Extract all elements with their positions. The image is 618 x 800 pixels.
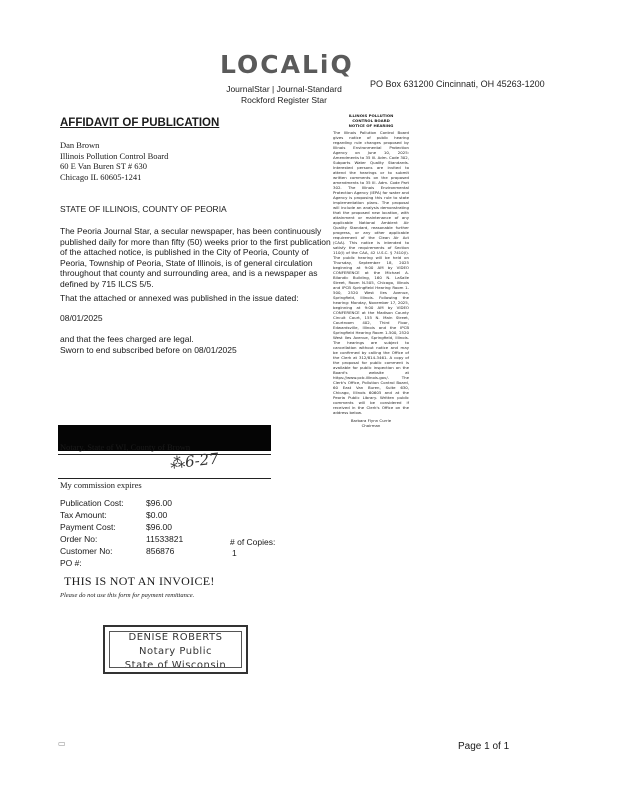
newspaper-names bbox=[214, 84, 354, 106]
state-county-line: STATE OF ILLINOIS, COUNTY OF PEORIA bbox=[60, 204, 227, 214]
affidavit-title: AFFIDAVIT OF PUBLICATION bbox=[60, 117, 220, 129]
stamp-line: State of Wisconsin bbox=[124, 660, 227, 671]
financial-value: 856876 bbox=[146, 546, 175, 556]
financial-row bbox=[60, 545, 183, 557]
financial-row bbox=[60, 533, 183, 545]
legal-notice-clipping bbox=[333, 113, 409, 428]
document-icon: ▭ bbox=[58, 739, 66, 748]
address-line: Illinois Pollution Control Board bbox=[60, 150, 169, 161]
commission-underline bbox=[58, 478, 271, 479]
paper-line-1: JournalStar | Journal-Standard bbox=[226, 84, 342, 94]
paper-line-2: Rockford Register Star bbox=[241, 95, 327, 105]
affidavit-body: The Peoria Journal Star, a secular newspaper, has been continuously published daily for more than fifty (50) weeks prior to the first publication of the attached notice, is published in the City of Peoria, County of Peoria, Township of Peoria, State of Illinois, is of general circulation throughout that county and surrounding area, and is a newspaper as defined by 715 ILCS 5/5. bbox=[60, 226, 331, 289]
stamp-line: DENISE ROBERTS bbox=[128, 632, 223, 643]
financial-row bbox=[60, 557, 183, 569]
financial-value: $96.00 bbox=[146, 522, 172, 532]
notice-heading-line: CONTROL BOARD bbox=[352, 118, 390, 123]
notice-heading bbox=[333, 113, 409, 128]
notary-stamp bbox=[103, 625, 248, 674]
address-line: Dan Brown bbox=[60, 140, 100, 150]
handwritten-signature bbox=[169, 450, 219, 473]
stamp-line: Notary Public bbox=[139, 646, 212, 657]
notice-heading-line: NOTICE OF HEARING bbox=[348, 123, 394, 128]
commission-label: My commission expires bbox=[60, 480, 142, 490]
copies-label: # of Copies: bbox=[230, 537, 276, 547]
financial-label: Publication Cost: bbox=[60, 498, 124, 508]
financial-value: $0.00 bbox=[146, 510, 168, 520]
financial-label: PO #: bbox=[60, 558, 82, 568]
address-line: Chicago IL 60605-1241 bbox=[60, 171, 142, 182]
copies-value: 1 bbox=[232, 548, 237, 558]
financial-row bbox=[60, 509, 183, 521]
fees-statement bbox=[60, 334, 237, 355]
recipient-address bbox=[60, 140, 168, 182]
publication-date: 08/01/2025 bbox=[60, 313, 103, 323]
notary-label: Notary, State of WI, County of Brown bbox=[60, 442, 191, 452]
signature-mark: ⁂ bbox=[169, 453, 186, 473]
notice-text: The Illinois Pollution Control Board gives notice of public hearing regarding rule changes proposed by Illinois Environmental Protection Agency on June 10, 2025: Amendments to 35 Ill. Adm. Code 302, Subparts Water Quality Standards. Interested persons are invited to attend the hearings or to submit written comments on the proposed amendments to 35 Ill. Adm. Code Part 302. The Illinois Environmental Protection Agency (IEPA) for water and Agency is proposing this rule to state implementation plans. The proposal will include an analysis demonstrating that the proposed new location, with attainment or maintenance of any applicable National Ambient Air Quality Standard, reasonable further progress, or any other applicable requirement of the Clean Air Act (CAA). This notice is intended to satisfy the requirements of Section 110(l) of the CAA, 42 U.S.C. § 7410(l). The public hearing will be held on Thursday, September 18, 2025 beginning at 9:00 AM by VIDEO CONFERENCE at the Michael A. Bilandic Building, 160 N. LaSalle Street, Room N-505, Chicago, Illinois and IPCB Springfield Hearing Room 1-500, 2520 West Iles Avenue, Springfield, Illinois. Following the hearing: Monday, November 17, 2025, beginning at 9:00 AM by VIDEO CONFERENCE at the Madison County Circuit Court, 155 N. Main Street, Courtroom 402, Third Floor, Edwardsville, Illinois and the IPCB Springfield Hearing Room 1-500, 2520 West Iles Avenue, Springfield, Illinois. The hearings are subject to cancellation without notice and may be confirmed by calling the Office of the Clerk at 312/814-3461. A copy of the proposal for public comment is available for public inspection on the Board's website at https://www.pcb.illinois.gov/. The Clerk's Office, Pollution Control Board, 60 East Van Buren, Suite 630, Chicago, Illinois 60605 and at the Peoria Public Library. Written public comments will be considered if received in the Clerk's Office on the address below. bbox=[333, 130, 409, 415]
po-box-address: PO Box 631200 Cincinnati, OH 45263-1200 bbox=[370, 79, 545, 89]
financial-details bbox=[60, 497, 183, 569]
remittance-note: Please do not use this form for payment remittance. bbox=[60, 592, 195, 599]
notary-underline bbox=[58, 454, 271, 455]
notice-heading-line: ILLINOIS POLLUTION bbox=[348, 113, 394, 118]
published-line: That the attached or annexed was published in the issue dated: bbox=[60, 293, 299, 303]
financial-label: Customer No: bbox=[60, 546, 113, 556]
sworn-line: Sworn to end subscribed before on 08/01/2025 bbox=[60, 344, 237, 355]
not-invoice-notice: THIS IS NOT AN INVOICE! bbox=[64, 574, 215, 588]
notice-signer-title: Chairman bbox=[361, 423, 381, 428]
address-line: 60 E Van Buren ST # 630 bbox=[60, 161, 148, 171]
signature-text: 6-27 bbox=[184, 449, 220, 471]
localiq-logo: LOCALiQ bbox=[220, 50, 354, 79]
fees-line: and that the fees charged are legal. bbox=[60, 334, 194, 344]
notice-signer: Barbara Flynn Currie bbox=[350, 418, 392, 423]
page-number: Page 1 of 1 bbox=[458, 741, 510, 752]
financial-label: Tax Amount: bbox=[60, 510, 107, 520]
notice-signature bbox=[333, 418, 409, 428]
financial-value: $96.00 bbox=[146, 498, 172, 508]
financial-value: 11533821 bbox=[146, 534, 184, 544]
financial-label: Order No: bbox=[60, 534, 98, 544]
financial-row bbox=[60, 521, 183, 533]
financial-label: Payment Cost: bbox=[60, 522, 116, 532]
financial-row bbox=[60, 497, 183, 509]
